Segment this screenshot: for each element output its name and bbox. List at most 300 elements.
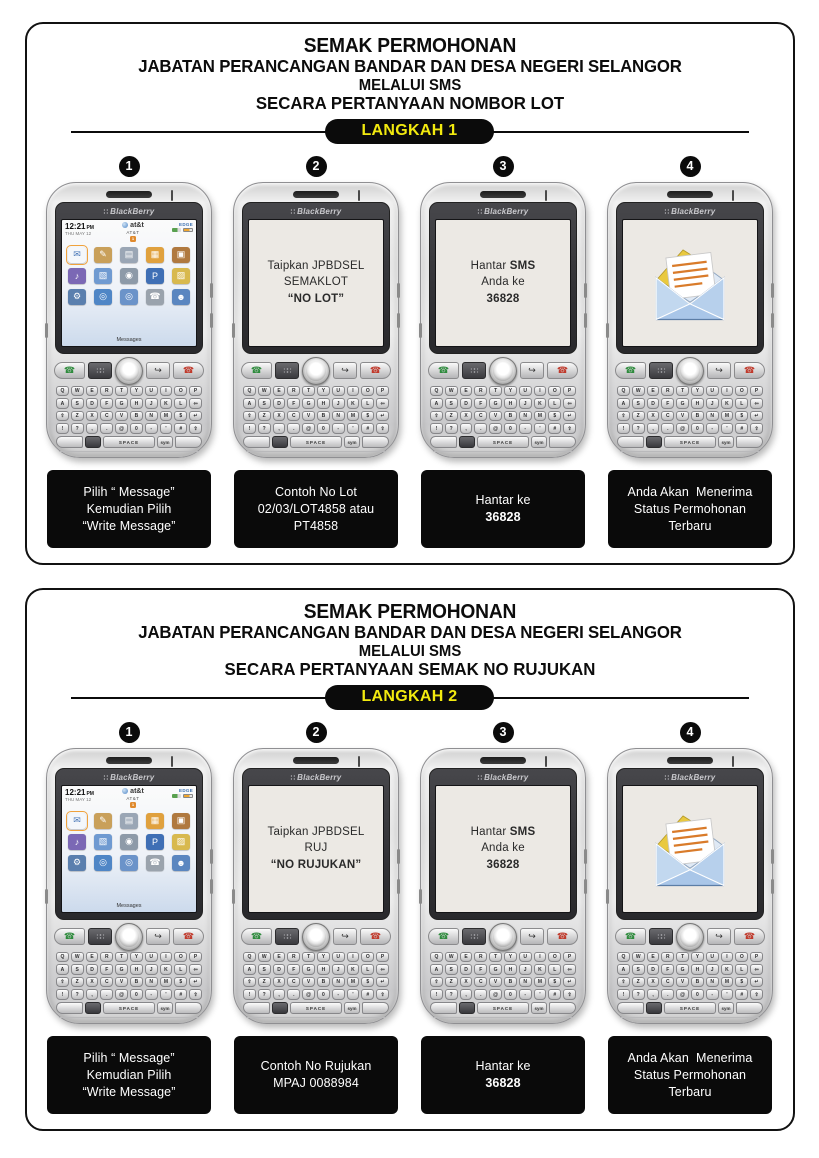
caption-line-segment: Kemudian Pilih <box>86 1067 172 1082</box>
step-bar <box>27 685 793 712</box>
keyboard-row <box>243 977 389 988</box>
call-icon: ☎ <box>437 931 450 942</box>
screen-text-line-segment: SMS <box>509 259 536 272</box>
key-I: I <box>721 952 734 963</box>
caption-line-segment: 36828 <box>485 510 521 525</box>
screen-text-line-segment: “NO LOT” <box>287 293 345 306</box>
keyboard-row <box>56 398 202 409</box>
keyboard-bottom-row <box>608 436 772 448</box>
step-number-badge: 4 <box>680 722 701 743</box>
keyboard-row <box>430 964 576 975</box>
back-arrow-icon: ↪ <box>528 931 536 942</box>
keyboard-row <box>617 977 763 988</box>
side-button-left <box>606 889 609 904</box>
key-?: ? <box>71 423 84 434</box>
key-#: # <box>735 989 748 1000</box>
key-J: J <box>706 964 719 975</box>
key-D: D <box>647 398 660 409</box>
keyboard-bottom-row <box>421 1002 585 1014</box>
key-X: X <box>86 411 99 422</box>
signal-bar-icon <box>172 794 181 799</box>
status-bar <box>65 222 193 242</box>
key-D: D <box>460 964 473 975</box>
key-P: P <box>376 386 389 397</box>
key-E: E <box>647 952 660 963</box>
carrier-block <box>122 222 144 242</box>
key-E: E <box>460 952 473 963</box>
side-button-left <box>45 889 48 904</box>
side-button-left <box>45 323 48 338</box>
brand-row <box>248 205 384 219</box>
app-icon-briefcase: ▣ <box>172 813 190 829</box>
keyboard-row <box>430 386 576 397</box>
alt-key <box>646 436 663 448</box>
convenience-key-left <box>430 1002 457 1014</box>
convenience-key-right <box>175 436 202 448</box>
keyboard-row <box>430 977 576 988</box>
nav-key-row <box>47 922 211 952</box>
screen-bezel <box>429 768 577 920</box>
panel-header <box>42 35 777 114</box>
key-0: 0 <box>317 423 330 434</box>
caption-line <box>87 1067 172 1083</box>
key-P: P <box>376 952 389 963</box>
selected-app-label: Messages <box>116 336 142 343</box>
key-K: K <box>160 964 173 975</box>
key-R: R <box>287 952 300 963</box>
screen-text-line <box>305 841 328 856</box>
nav-key-row <box>608 356 772 386</box>
key-A: A <box>56 964 69 975</box>
key-G: G <box>302 398 315 409</box>
key-↵: ↵ <box>376 977 389 988</box>
key-O: O <box>174 386 187 397</box>
caption-line <box>668 518 711 534</box>
speaker-grille <box>480 191 526 198</box>
selected-app-label: Messages <box>116 902 142 909</box>
end-key <box>734 928 765 945</box>
home-screen <box>62 220 196 346</box>
key-!: ! <box>430 423 443 434</box>
key--: - <box>519 989 532 1000</box>
caption-line <box>275 484 357 500</box>
key-I: I <box>347 386 360 397</box>
phone-chin <box>433 451 573 465</box>
step-column <box>39 718 220 1114</box>
key-S: S <box>258 398 271 409</box>
signal-bar-icon <box>172 228 181 233</box>
app-icon-printer: ▤ <box>120 247 138 263</box>
blackberry-phone <box>46 748 212 1024</box>
app-icon-settings: ⚙ <box>68 855 86 871</box>
key-.: . <box>474 423 487 434</box>
caption-line-segment: MPAJ 0088984 <box>273 1076 359 1091</box>
keyboard <box>608 952 772 1000</box>
key-P: P <box>563 952 576 963</box>
app-icon-camera: ◉ <box>120 268 138 284</box>
phone-chin <box>246 1017 386 1031</box>
key-A: A <box>56 398 69 409</box>
step-label: LANGKAH 1 <box>325 119 493 144</box>
caption-line <box>475 492 530 508</box>
sym-key: sym <box>531 436 548 448</box>
caption-line <box>475 1058 530 1074</box>
keyboard-bottom-row <box>608 1002 772 1014</box>
key-A: A <box>617 964 630 975</box>
key-,: , <box>647 989 660 1000</box>
panel-subtitle-method: SECARA PERTANYAAN SEMAK NO RUJUKAN <box>224 659 595 680</box>
caption-line-segment: Status Permohonan <box>633 1067 747 1082</box>
screen-text-line-segment: RUJ <box>304 842 328 855</box>
key-E: E <box>273 952 286 963</box>
call-icon: ☎ <box>63 365 76 376</box>
key-B: B <box>130 411 143 422</box>
keyboard-row <box>56 411 202 422</box>
call-icon: ☎ <box>250 931 263 942</box>
key-.: . <box>474 989 487 1000</box>
caption-line <box>83 518 176 534</box>
carrier-block <box>122 788 144 808</box>
keyboard-row <box>617 964 763 975</box>
keyboard-row <box>430 952 576 963</box>
key-$: $ <box>174 411 187 422</box>
panel-subtitle-department: JABATAN PERANCANGAN BANDAR DAN DESA NEGERI SELANGOR <box>137 622 682 643</box>
call-key <box>54 362 85 379</box>
phone-led <box>358 190 361 201</box>
menu-key <box>275 928 299 945</box>
key-D: D <box>86 964 99 975</box>
key-⇦: ⇦ <box>189 398 202 409</box>
trackball <box>676 923 704 951</box>
side-button-left <box>419 323 422 338</box>
key-': ' <box>347 989 360 1000</box>
time-label: 12:21PM <box>65 787 94 797</box>
trackball <box>489 357 517 385</box>
key--: - <box>519 423 532 434</box>
keyboard-row <box>243 964 389 975</box>
brand-text: BlackBerry <box>671 207 716 217</box>
space-key: SPACE <box>664 436 715 448</box>
end-key <box>547 362 578 379</box>
sym-key: sym <box>157 1002 174 1014</box>
back-arrow-icon: ↪ <box>154 365 162 376</box>
key-⇦: ⇦ <box>189 964 202 975</box>
keyboard-row <box>56 952 202 963</box>
key-X: X <box>647 977 660 988</box>
side-button-right-upper <box>210 283 213 298</box>
nav-key-row <box>47 356 211 386</box>
caption-line-segment: Contoh No Rujukan <box>260 1059 372 1074</box>
key-X: X <box>647 411 660 422</box>
menu-key <box>275 362 299 379</box>
caption-line <box>485 509 520 525</box>
back-key <box>333 928 357 945</box>
key-@: @ <box>676 423 689 434</box>
speaker-grille <box>293 757 339 764</box>
key-K: K <box>160 398 173 409</box>
alt-key <box>646 1002 663 1014</box>
step-column <box>600 718 781 1114</box>
brand-row <box>248 771 384 785</box>
key-↵: ↵ <box>189 977 202 988</box>
convenience-key-right <box>736 436 763 448</box>
key-?: ? <box>632 989 645 1000</box>
keyboard-bottom-row <box>47 1002 211 1014</box>
key-.: . <box>287 989 300 1000</box>
key-F: F <box>287 964 300 975</box>
key-Z: Z <box>258 977 271 988</box>
caption-line-segment: “Write Message” <box>82 518 176 533</box>
steps-row <box>27 152 793 548</box>
step-bar <box>27 119 793 146</box>
blackberry-logo-icon: ∷ <box>103 774 108 782</box>
app-icon-printer: ▤ <box>120 813 138 829</box>
keyboard-row <box>243 386 389 397</box>
screen-text-line <box>471 825 536 840</box>
key-F: F <box>100 964 113 975</box>
side-button-right-lower <box>397 313 400 328</box>
side-button-left <box>232 889 235 904</box>
meters <box>172 228 193 233</box>
screen-text-line <box>271 858 362 873</box>
key-I: I <box>160 386 173 397</box>
instruction-panel <box>25 22 795 565</box>
key-⇧: ⇧ <box>189 989 202 1000</box>
key-U: U <box>145 952 158 963</box>
end-call-icon: ☎ <box>182 931 195 942</box>
key-#: # <box>548 989 561 1000</box>
phone-screen <box>435 219 571 347</box>
key-W: W <box>71 386 84 397</box>
key-K: K <box>534 964 547 975</box>
speaker-grille <box>667 757 713 764</box>
app-icon-contacts: ☻ <box>172 289 190 305</box>
sym-key: sym <box>344 436 361 448</box>
key-0: 0 <box>691 423 704 434</box>
key-X: X <box>273 411 286 422</box>
key-!: ! <box>56 989 69 1000</box>
key-S: S <box>445 398 458 409</box>
key-M: M <box>347 977 360 988</box>
brand-text: BlackBerry <box>484 773 529 783</box>
step-column <box>39 152 220 548</box>
key-F: F <box>474 398 487 409</box>
call-key <box>615 362 646 379</box>
key-V: V <box>302 977 315 988</box>
date-label: THU MAY 12 <box>65 796 92 802</box>
caption-line-segment: Kemudian Pilih <box>86 501 172 516</box>
key-$: $ <box>361 977 374 988</box>
back-arrow-icon: ↪ <box>154 931 162 942</box>
key-!: ! <box>243 989 256 1000</box>
key-X: X <box>86 977 99 988</box>
caption-line <box>261 1058 372 1074</box>
keyboard-row <box>243 398 389 409</box>
key-N: N <box>706 977 719 988</box>
screen-text-line <box>284 275 348 290</box>
key-X: X <box>273 977 286 988</box>
back-key <box>520 928 544 945</box>
screen-text-line <box>487 292 520 307</box>
key-$: $ <box>548 411 561 422</box>
step-number-badge: 3 <box>493 722 514 743</box>
keyboard-bottom-row <box>47 436 211 448</box>
screen-text-line-segment: Anda ke <box>481 842 525 855</box>
panel-subtitle-channel: MELALUI SMS <box>358 642 461 660</box>
key-0: 0 <box>130 423 143 434</box>
key-#: # <box>174 989 187 1000</box>
brand-row <box>622 771 758 785</box>
key-,: , <box>86 423 99 434</box>
key-.: . <box>100 423 113 434</box>
key-⇧: ⇧ <box>430 411 443 422</box>
phone-screen <box>61 219 197 347</box>
key-!: ! <box>56 423 69 434</box>
message-count-badge: 1 <box>131 802 135 808</box>
key-G: G <box>676 964 689 975</box>
space-key: SPACE <box>664 1002 715 1014</box>
key--: - <box>706 423 719 434</box>
end-call-icon: ☎ <box>556 365 569 376</box>
key-⇧: ⇧ <box>750 423 763 434</box>
menu-key <box>649 362 673 379</box>
key-⇦: ⇦ <box>750 964 763 975</box>
app-icon-calendar: ▦ <box>146 813 164 829</box>
signal-label: EDGE <box>179 221 193 227</box>
key-⇧: ⇧ <box>563 989 576 1000</box>
screen-text-line <box>481 841 525 856</box>
key-.: . <box>661 989 674 1000</box>
key-L: L <box>174 964 187 975</box>
screen-bezel <box>242 202 390 354</box>
panel-header <box>42 601 777 680</box>
key-.: . <box>100 989 113 1000</box>
app-icon-maps: P <box>146 268 164 284</box>
key-R: R <box>100 952 113 963</box>
sym-key: sym <box>718 436 735 448</box>
caption-line <box>87 501 172 517</box>
caption-line-segment: Pilih “ Message” <box>83 484 175 499</box>
menu-dots-icon: ∷∷ <box>283 933 291 941</box>
key-J: J <box>145 964 158 975</box>
blackberry-logo-icon: ∷ <box>103 208 108 216</box>
battery-icon <box>183 228 193 233</box>
key-P: P <box>189 386 202 397</box>
key-G: G <box>115 398 128 409</box>
phone-screen <box>248 219 384 347</box>
key-#: # <box>735 423 748 434</box>
key-S: S <box>71 964 84 975</box>
key-L: L <box>361 964 374 975</box>
key-Q: Q <box>430 952 443 963</box>
trackball <box>302 357 330 385</box>
caption-box <box>234 470 398 548</box>
blackberry-phone <box>607 748 773 1024</box>
caption-line <box>258 501 374 517</box>
key-0: 0 <box>317 989 330 1000</box>
key-⇧: ⇧ <box>430 977 443 988</box>
app-icon-compose: ✎ <box>94 813 112 829</box>
caption-line-segment: “Write Message” <box>82 1084 176 1099</box>
key-N: N <box>519 977 532 988</box>
caption-box <box>608 470 772 548</box>
phone-slot <box>44 748 214 1026</box>
app-icon-pictures: ▧ <box>94 268 112 284</box>
screen-text-line-segment: “NO RUJUKAN” <box>270 859 362 872</box>
space-key: SPACE <box>290 436 341 448</box>
key-M: M <box>160 411 173 422</box>
key-S: S <box>258 964 271 975</box>
key-A: A <box>430 398 443 409</box>
key-Z: Z <box>71 977 84 988</box>
convenience-key-right <box>549 1002 576 1014</box>
key-J: J <box>332 398 345 409</box>
key-I: I <box>534 386 547 397</box>
key-@: @ <box>489 989 502 1000</box>
speaker-grille <box>480 757 526 764</box>
menu-dots-icon: ∷∷ <box>657 367 665 375</box>
side-button-right-upper <box>210 849 213 864</box>
key-H: H <box>130 964 143 975</box>
key-C: C <box>661 977 674 988</box>
screen-text-line <box>471 259 536 274</box>
phone-chin <box>620 1017 760 1031</box>
app-icon-pictures: ▧ <box>94 834 112 850</box>
key-T: T <box>676 952 689 963</box>
step-column <box>413 718 594 1114</box>
caption-line-segment: Pilih “ Message” <box>83 1050 175 1065</box>
key-W: W <box>71 952 84 963</box>
convenience-key-left <box>243 1002 270 1014</box>
panel-title: SEMAK PERMOHONAN <box>303 601 516 623</box>
menu-key <box>462 928 486 945</box>
key-L: L <box>548 398 561 409</box>
indicator-block <box>172 788 193 799</box>
key-V: V <box>489 411 502 422</box>
phone-screen <box>61 785 197 913</box>
key-O: O <box>548 952 561 963</box>
key-A: A <box>430 964 443 975</box>
key-B: B <box>317 977 330 988</box>
key-W: W <box>445 386 458 397</box>
convenience-key-right <box>362 436 389 448</box>
screen-text-line-segment: SEMAKLOT <box>283 276 349 289</box>
menu-key <box>88 928 112 945</box>
key-$: $ <box>735 411 748 422</box>
open-envelope-icon <box>646 809 734 889</box>
status-bar <box>65 788 193 808</box>
back-key <box>146 362 170 379</box>
key-O: O <box>735 952 748 963</box>
blackberry-phone <box>46 182 212 458</box>
key-W: W <box>632 386 645 397</box>
key-C: C <box>100 977 113 988</box>
convenience-key-right <box>362 1002 389 1014</box>
key-O: O <box>548 386 561 397</box>
call-key <box>428 928 459 945</box>
menu-dots-icon: ∷∷ <box>96 933 104 941</box>
key-M: M <box>534 977 547 988</box>
key-Y: Y <box>691 386 704 397</box>
key-C: C <box>474 977 487 988</box>
blackberry-phone <box>233 182 399 458</box>
side-button-right-upper <box>771 283 774 298</box>
screen-text-line-segment: SMS <box>509 825 536 838</box>
phone-led <box>358 756 361 767</box>
key-@: @ <box>302 989 315 1000</box>
app-icon-settings: ⚙ <box>68 289 86 305</box>
keyboard <box>608 386 772 434</box>
